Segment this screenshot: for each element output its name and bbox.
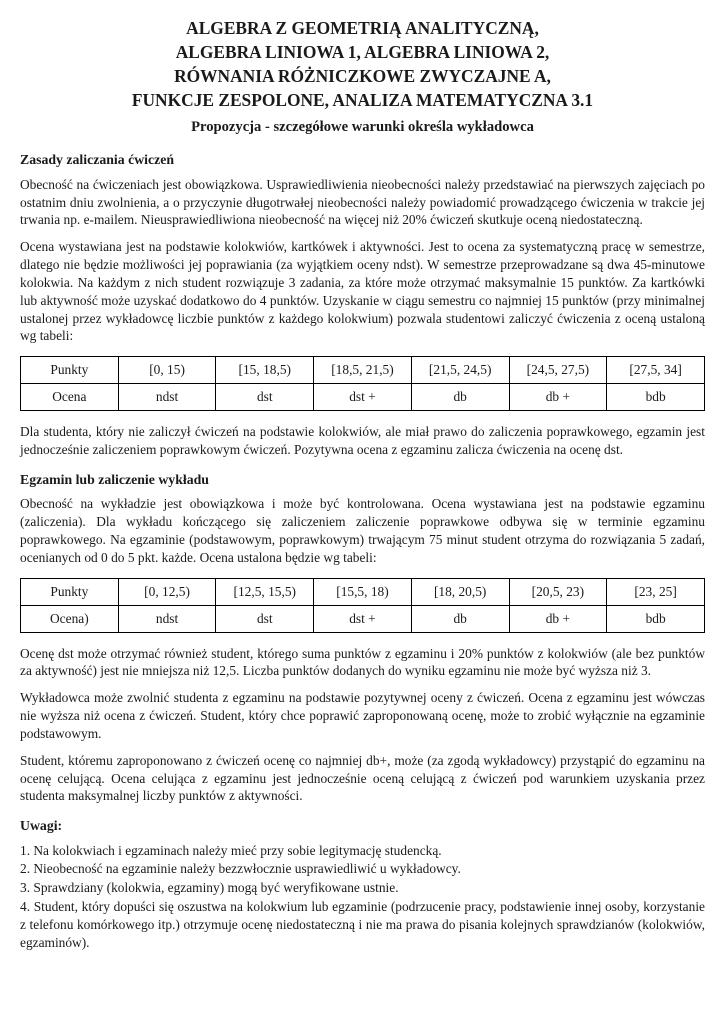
table-cell: [12,5, 15,5)	[216, 578, 314, 605]
title-line-3: RÓWNANIA RÓŻNICZKOWE ZWYCZAJNE A,	[174, 66, 551, 87]
table-cell: db	[411, 384, 509, 411]
table-cell: [24,5, 27,5)	[509, 357, 607, 384]
table-cell: [15, 18,5)	[216, 357, 314, 384]
table-cell: Punkty	[21, 357, 119, 384]
table-cell: [18, 20,5)	[411, 578, 509, 605]
title-line-4: FUNKCJE ZESPOLONE, ANALIZA MATEMATYCZNA 3.1	[131, 90, 594, 111]
table-cell: [18,5, 21,5)	[314, 357, 412, 384]
table-row-points	[21, 357, 705, 384]
remarks-list	[20, 842, 705, 952]
document-title	[20, 16, 705, 112]
section-heading-exercises: Zasady zaliczania ćwiczeń	[20, 152, 175, 168]
remark-item-1: 1. Na kolokwiach i egzaminach należy mieć przy sobie legitymację studencką.	[20, 842, 442, 858]
paragraph-exam-honors: Student, któremu zaproponowano z ćwiczeń ocenę co najmniej db+, może (za zgodą wykładowcy) przystąpić do egzaminu na ocenę celującą. Ocena celująca z egzaminu jest jednocześnie oceną celującą z ćwiczeń pod warunkiem uzyskania przez studenta maksymalnej liczby punktów z aktywności.	[20, 752, 705, 804]
table-cell: dst +	[314, 384, 412, 411]
table-cell: bdb	[607, 384, 705, 411]
table-row-grades	[21, 605, 705, 632]
table-cell: dst +	[314, 605, 412, 632]
table-cell: [27,5, 34]	[607, 357, 705, 384]
table-cell: ndst	[118, 605, 216, 632]
remark-item-4: 4. Student, który dopuści się oszustwa na kolokwium lub egzaminie (podrzucenie pracy, podstawienie innej osoby, korzystanie z telefonu komórkowego itp.) otrzymuje ocenę niedostateczną i nie ma prawa do pisania kolejnych sprawdzianów (kolokwiów, egzaminów).	[20, 899, 705, 950]
document-subtitle: Propozycja - szczegółowe warunki określa wykładowca	[191, 119, 534, 136]
title-line-2: ALGEBRA LINIOWA 1, ALGEBRA LINIOWA 2,	[175, 42, 550, 63]
table-cell: db +	[509, 384, 607, 411]
title-line-1: ALGEBRA Z GEOMETRIĄ ANALITYCZNĄ,	[186, 18, 539, 38]
section-heading-remarks: Uwagi:	[20, 818, 63, 834]
table-row-points	[21, 578, 705, 605]
table-cell: db +	[509, 605, 607, 632]
paragraph-exercises-retake: Dla studenta, który nie zaliczył ćwiczeń na podstawie kolokwiów, ale miał prawo do zaliczenia poprawkowego, egzamin jest jednocześnie zaliczeniem poprawkowym ćwiczeń. Pozytywna ocena z egzaminu zalicza ćwiczenia na ocenę dst.	[20, 424, 705, 458]
paragraph-exam-exemption: Wykładowca może zwolnić studenta z egzaminu na podstawie pozytywnej oceny z ćwiczeń. Ocena z egzaminu jest wówczas nie wyższa niż ocena z ćwiczeń. Student, który chce poprawić zaproponowaną ocenę, może to zrobić wyłącznie na egzaminie podstawowym.	[20, 690, 705, 741]
paragraph-exam-dst: Ocenę dst może otrzymać również student, którego suma punktów z egzaminu i 20% punktów z kolokwiów (ale bez punktów za aktywność) jest nie mniejsza niż 12,5. Liczba punktów dodanych do wyniku egzaminu nie może być wyższa niż 3.	[20, 645, 705, 679]
table-row-grades	[21, 384, 705, 411]
exam-grading-table	[20, 578, 705, 633]
table-cell: [23, 25]	[607, 578, 705, 605]
table-cell: ndst	[118, 384, 216, 411]
table-cell: db	[411, 605, 509, 632]
table-cell: [0, 15)	[118, 357, 216, 384]
table-cell: dst	[216, 605, 314, 632]
section-heading-exam: Egzamin lub zaliczenie wykładu	[20, 471, 209, 487]
remark-item-3: 3. Sprawdziany (kolokwia, egzaminy) mogą być weryfikowane ustnie.	[20, 880, 399, 896]
table-cell: Punkty	[21, 578, 119, 605]
table-cell: [15,5, 18)	[314, 578, 412, 605]
paragraph-exam-rules: Obecność na wykładzie jest obowiązkowa i może być kontrolowana. Ocena wystawiana jest na podstawie egzaminu (zaliczenia). Dla wykładu kończącego się zaliczeniem zaliczenie poprawkowe odbywa się w terminie egzaminu poprawkowego. Na egzaminie (podstawowym, poprawkowym) trwającym 75 minut student otrzyma do rozwiązania 5 zadań, ocenianych od 0 do 5 pkt. każde. Ocena ustalona będzie wg tabeli:	[20, 496, 705, 565]
remark-item-2: 2. Nieobecność na egzaminie należy bezzwłocznie usprawiedliwić u wykładowcy.	[20, 861, 461, 877]
paragraph-exercises-grading: Ocena wystawiana jest na podstawie kolokwiów, kartkówek i aktywności. Jest to ocena za systematyczną pracę w semestrze, dlatego nie będzie możliwości jej poprawiania (za wyjątkiem oceny ndst). W semestrze przeprowadzane są dwa 45-minutowe kolokwia. Na każdym z nich student rozwiązuje 3 zadania, za które może otrzymać maksymalnie 15 punktów. Za kartkówki lub aktywność może uzyskać dodatkowo do 4 punktów. Uzyskanie w ciągu semestru co najmniej 15 punktów (przy minimalnej ustalonej przez wykładowcę liczbie punktów z każdego kolokwium) pozwala studentowi zaliczyć ćwiczenia z oceną ustaloną wg tabeli:	[20, 239, 705, 344]
table-cell: [21,5, 24,5)	[411, 357, 509, 384]
table-cell: Ocena)	[21, 605, 119, 632]
table-cell: [0, 12,5)	[118, 578, 216, 605]
exercises-grading-table	[20, 356, 705, 411]
table-cell: Ocena	[21, 384, 119, 411]
paragraph-exercises-attendance: Obecność na ćwiczeniach jest obowiązkowa. Usprawiedliwienia nieobecności należy przedstawiać na pierwszych zajęciach po ostatnim dniu zwolnienia, a o przyczynie długotrwałej nieobecności należy powiadomić prowadzącego ćwiczenia w trakcie jej trwania np. e-mailem. Nieusprawiedliwiona nieobecność na więcej niż 20% ćwiczeń skutkuje oceną niedostateczną.	[20, 176, 705, 228]
table-cell: dst	[216, 384, 314, 411]
table-cell: [20,5, 23)	[509, 578, 607, 605]
table-cell: bdb	[607, 605, 705, 632]
